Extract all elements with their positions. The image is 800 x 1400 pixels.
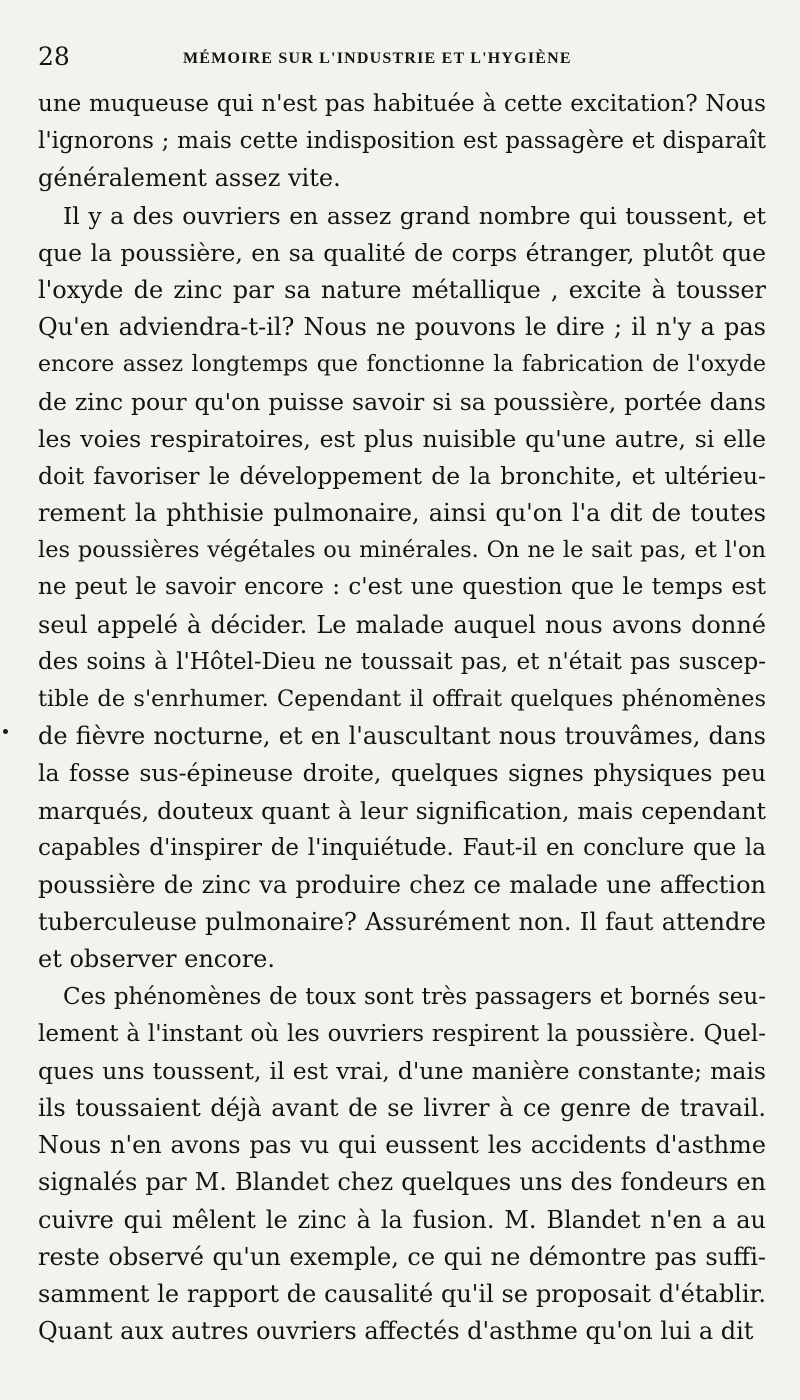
body-text <box>38 86 766 1350</box>
text-line: que la poussière, en sa qualité de corps étranger, plutôt que <box>38 238 766 267</box>
text-line: seul appelé à décider. Le malade auquel nous avons donné <box>38 610 766 639</box>
text-line: Qu'en adviendra-t-il? Nous ne pouvons le dire ; il n'y a pas <box>38 313 766 342</box>
text-line: tuberculeuse pulmonaire? Assurément non. Il faut attendre <box>38 908 766 937</box>
text-line: et observer encore. <box>38 945 275 974</box>
text-line: samment le rapport de causalité qu'il se proposait d'établir. <box>38 1280 766 1308</box>
running-title: MÉMOIRE SUR L'INDUSTRIE ET L'HYGIÈNE <box>183 50 572 67</box>
text-line: marqués, douteux quant à leur signification, mais cependant <box>38 796 766 825</box>
text-line: encore assez longtemps que fonctionne la fabrication de l'oxyde <box>38 352 766 378</box>
text-line: Il y a des ouvriers en assez grand nombre qui toussent, et <box>63 201 766 230</box>
text-line: reste observé qu'un exemple, ce qui ne démontre pas suffi- <box>38 1242 766 1271</box>
margin-mark <box>3 729 8 734</box>
text-line: les poussières végétales ou minérales. On ne le sait pas, et l'on <box>38 537 766 564</box>
text-line: Nous n'en avons pas vu qui eussent les accidents d'asthme <box>38 1131 766 1160</box>
text-line: ne peut le savoir encore : c'est une question que le temps est <box>38 574 766 601</box>
text-line: ques uns toussent, il est vrai, d'une manière constante; mais <box>38 1056 766 1085</box>
text-line: cuivre qui mêlent le zinc à la fusion. M. Blandet n'en a au <box>38 1205 766 1234</box>
page-number: 28 <box>38 42 70 71</box>
text-line: des soins à l'Hôtel-Dieu ne toussait pas, et n'était pas suscep- <box>38 648 766 675</box>
text-line: ils toussaient déjà avant de se livrer à ce genre de travail. <box>38 1094 766 1123</box>
paragraph <box>38 198 766 979</box>
paragraph <box>38 979 766 1351</box>
text-line: les voies respiratoires, est plus nuisible qu'une autre, si elle <box>38 424 766 453</box>
text-line: de fièvre nocturne, et en l'auscultant nous trouvâmes, dans <box>38 722 766 751</box>
text-line: une muqueuse qui n'est pas habituée à cette excitation? Nous <box>38 91 766 117</box>
text-line: Ces phénomènes de toux sont très passagers et bornés seu- <box>63 983 766 1010</box>
text-line: signalés par M. Blandet chez quelques uns des fondeurs en <box>38 1168 766 1197</box>
text-line: l'oxyde de zinc par sa nature métallique , excite à tousser <box>38 275 766 304</box>
text-line: doit favoriser le développement de la bronchite, et ultérieu- <box>38 461 766 490</box>
text-line: Quant aux autres ouvriers affectés d'asthme qu'on lui a dit <box>38 1317 754 1346</box>
paragraph <box>38 86 766 198</box>
text-line: la fosse sus-épineuse droite, quelques signes physiques peu <box>38 759 766 788</box>
text-line: poussière de zinc va produire chez ce malade une affection <box>38 870 766 899</box>
page-header <box>38 42 763 76</box>
text-line: rement la phthisie pulmonaire, ainsi qu'on l'a dit de toutes <box>38 499 766 528</box>
text-line: tible de s'enrhumer. Cependant il offrait quelques phénomènes <box>38 686 766 712</box>
text-line: généralement assez vite. <box>38 164 341 193</box>
text-line: lement à l'instant où les ouvriers respirent la poussière. Quel- <box>38 1020 766 1047</box>
text-line: de zinc pour qu'on puisse savoir si sa poussière, portée dans <box>38 387 766 416</box>
text-line: l'ignorons ; mais cette indisposition est passagère et disparaît <box>38 128 766 155</box>
text-line: capables d'inspirer de l'inquiétude. Faut-il en conclure que la <box>38 834 766 861</box>
